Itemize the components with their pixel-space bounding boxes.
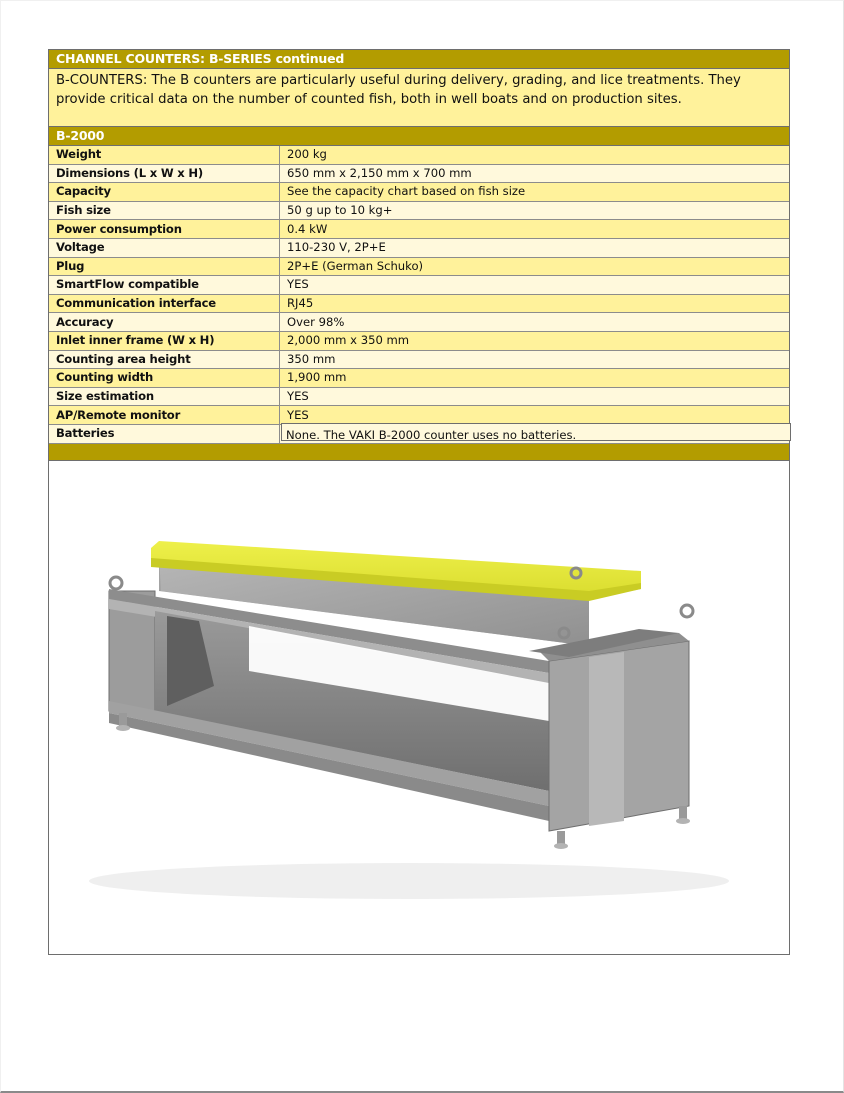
spec-label: Size estimation [49, 387, 280, 406]
spec-label: Power consumption [49, 220, 280, 239]
spec-value: 650 mm x 2,150 mm x 700 mm [280, 164, 790, 183]
spec-label: Counting width [49, 369, 280, 388]
channel-counter-illustration [49, 461, 789, 954]
spec-value: 200 kg [280, 146, 790, 164]
spec-label: AP/Remote monitor [49, 406, 280, 425]
section-title: CHANNEL COUNTERS: B-SERIES continued [49, 50, 789, 69]
spec-value: RJ45 [280, 294, 790, 313]
spec-label: Inlet inner frame (W x H) [49, 331, 280, 350]
spec-label: Plug [49, 257, 280, 276]
spec-row-smartflow [49, 276, 789, 295]
spec-label: Fish size [49, 201, 280, 220]
spec-label: Dimensions (L x W x H) [49, 164, 280, 183]
spec-value: YES [280, 276, 790, 295]
spec-row-counting-height [49, 350, 789, 369]
spec-label: Communication interface [49, 294, 280, 313]
spec-row-capacity [49, 183, 789, 202]
spec-row-communication [49, 294, 789, 313]
spec-row-plug [49, 257, 789, 276]
spec-label: SmartFlow compatible [49, 276, 280, 295]
spec-value: None. The VAKI B-2000 counter uses no batteries. [281, 423, 791, 441]
spec-label: Batteries [49, 424, 280, 443]
spec-label: Weight [49, 146, 280, 164]
product-name: B-2000 [49, 127, 789, 146]
spec-value: 50 g up to 10 kg+ [280, 201, 790, 220]
spec-label: Voltage [49, 238, 280, 257]
spec-row-remote-monitor [49, 406, 789, 425]
spec-label: Capacity [49, 183, 280, 202]
spec-row-power [49, 220, 789, 239]
spec-label: Accuracy [49, 313, 280, 332]
spec-row-weight [49, 146, 789, 164]
spec-row-accuracy [49, 313, 789, 332]
spec-value: 2,000 mm x 350 mm [280, 331, 790, 350]
spec-row-inlet-frame [49, 331, 789, 350]
spec-value: 350 mm [280, 350, 790, 369]
spec-row-voltage [49, 238, 789, 257]
spec-value: Over 98% [280, 313, 790, 332]
spec-value: YES [280, 406, 790, 425]
table-footer-band [49, 444, 789, 461]
section-intro: B-COUNTERS: The B counters are particularly useful during delivery, grading, and lice treatments. They provide critical data on the number of counted fish, both in well boats and on production sites. [49, 69, 789, 127]
spec-table [49, 146, 789, 444]
product-image [49, 461, 789, 954]
spec-row-counting-width [49, 369, 789, 388]
spec-row-dimensions [49, 164, 789, 183]
spec-row-size-estimation [49, 387, 789, 406]
spec-value: 0.4 kW [280, 220, 790, 239]
spec-row-fish-size [49, 201, 789, 220]
spec-value: 2P+E (German Schuko) [280, 257, 790, 276]
spec-value: YES [280, 387, 790, 406]
spec-value: 110-230 V, 2P+E [280, 238, 790, 257]
spec-label: Counting area height [49, 350, 280, 369]
spec-value: See the capacity chart based on fish size [280, 183, 790, 202]
spec-value: 1,900 mm [280, 369, 790, 388]
spec-sheet [48, 49, 790, 955]
